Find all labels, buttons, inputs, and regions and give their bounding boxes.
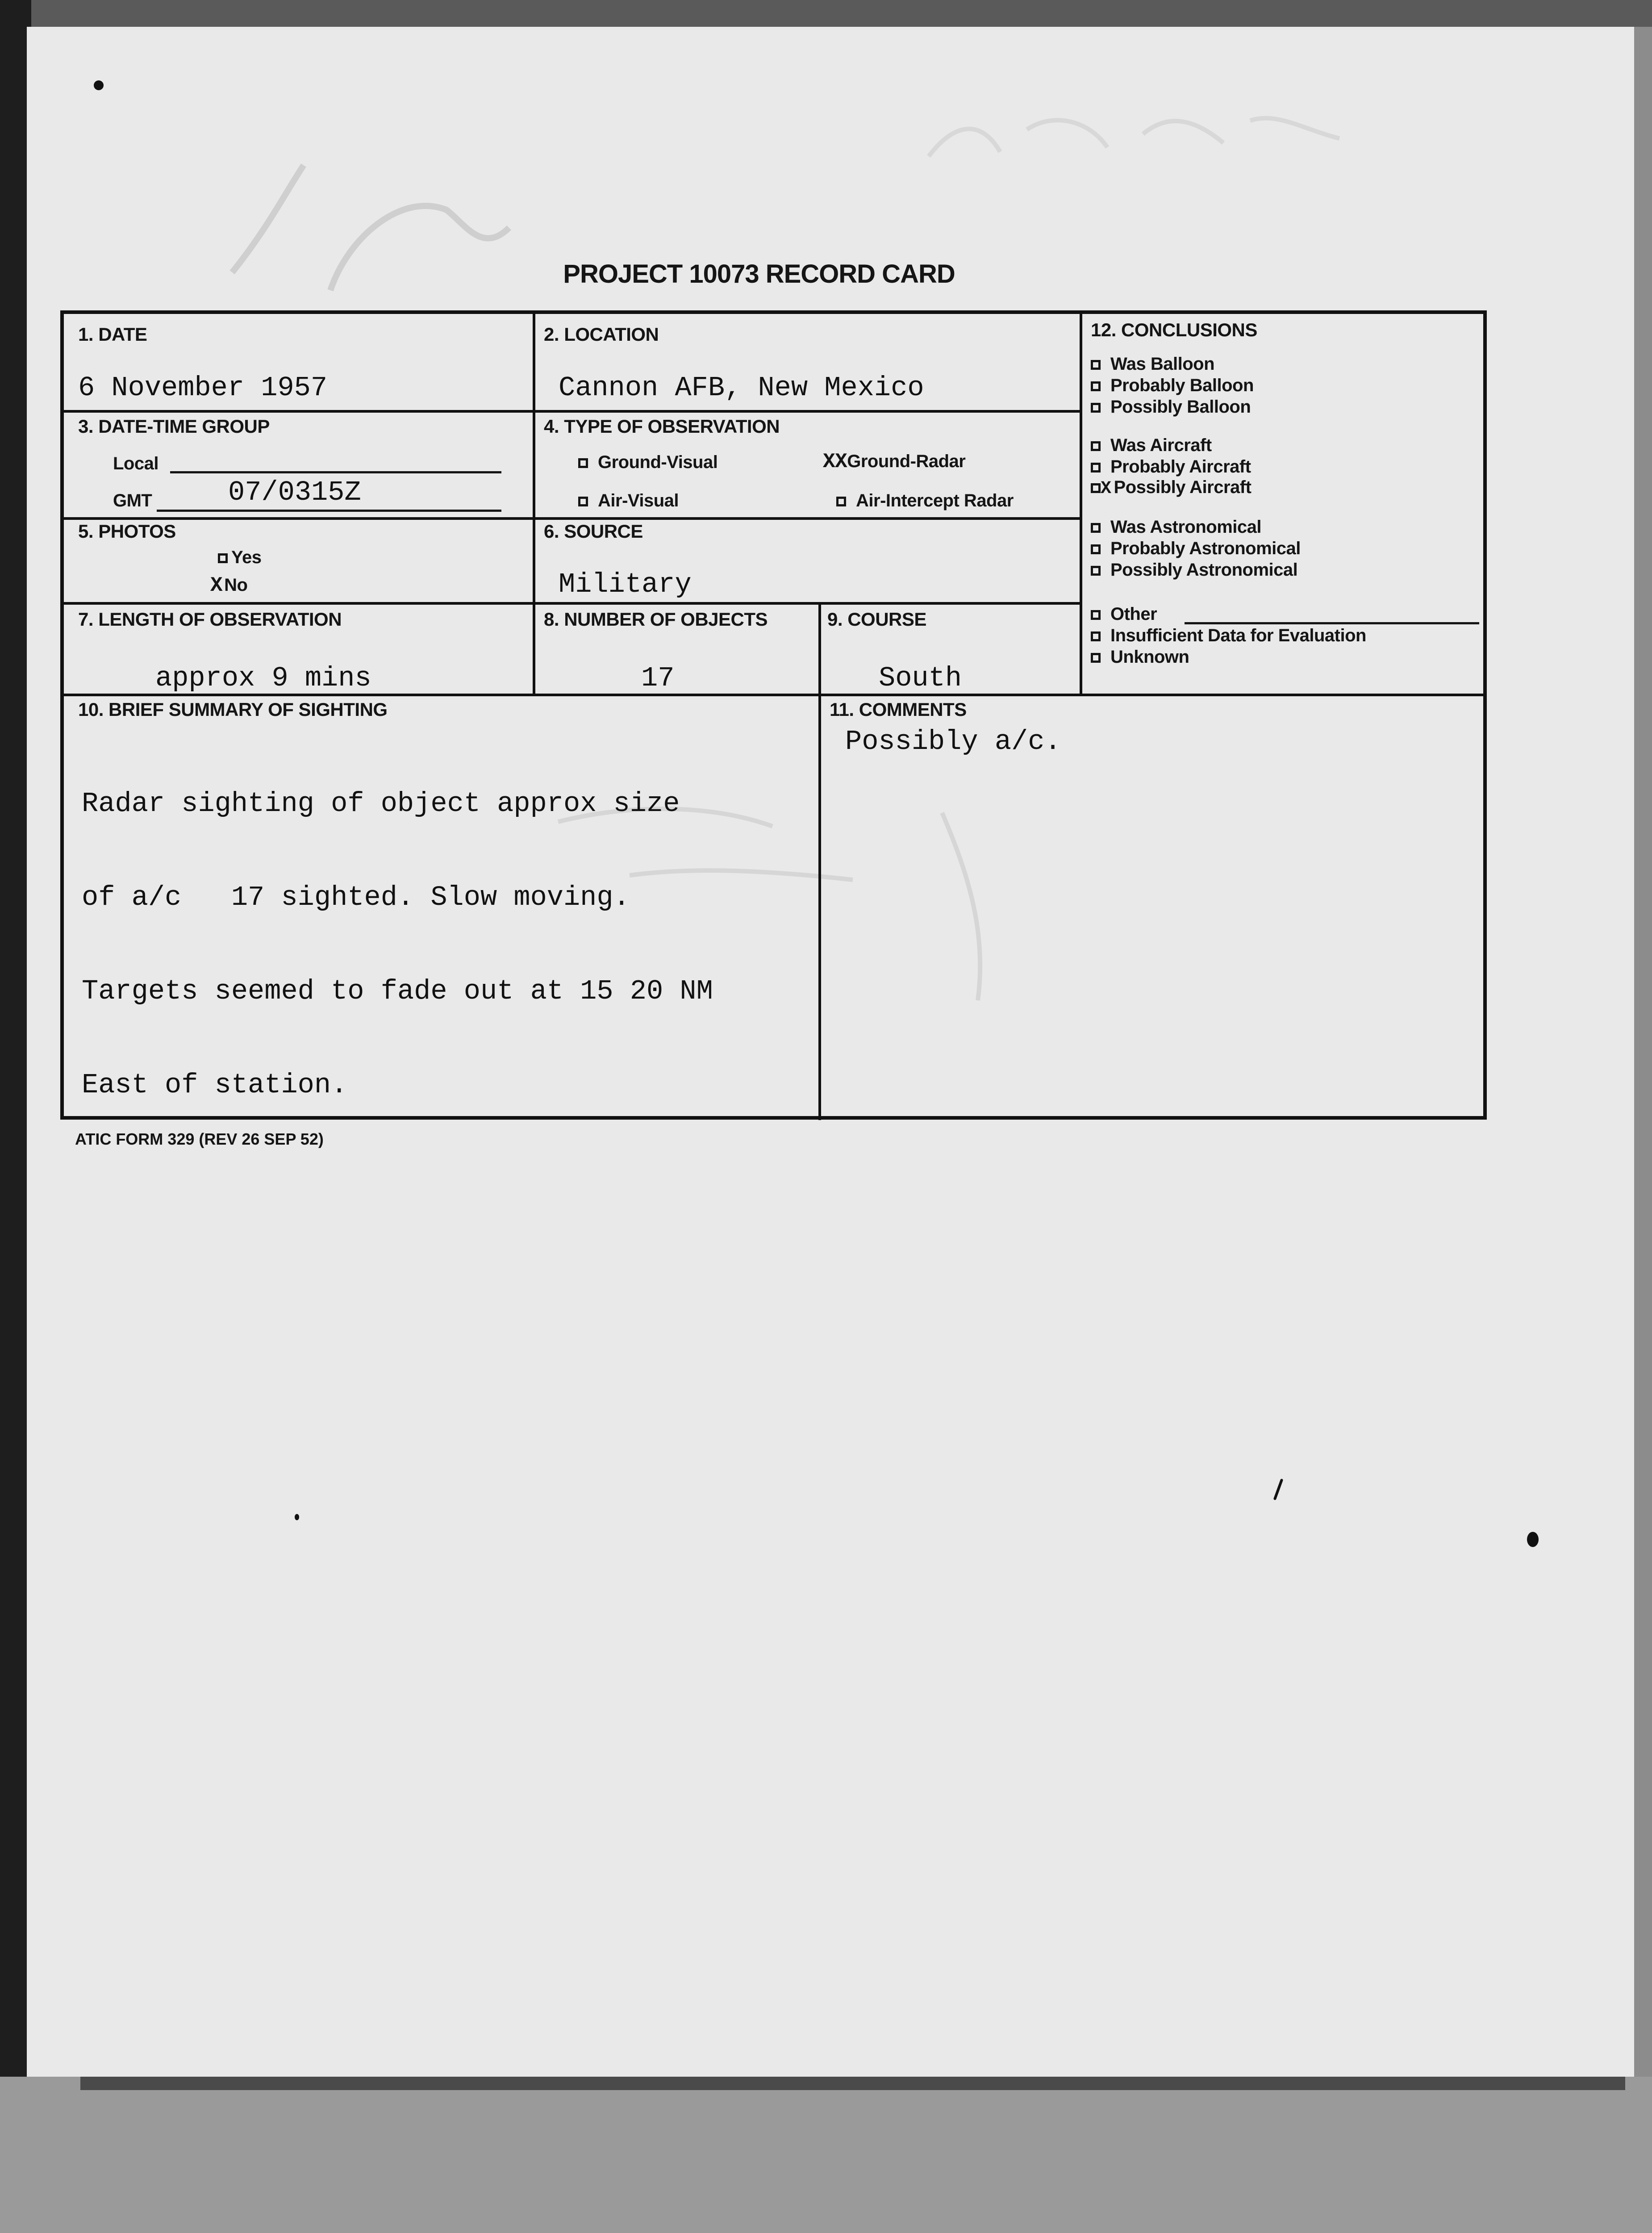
speck-mark — [295, 1514, 299, 1520]
conclusion-other: Other — [1091, 604, 1157, 624]
checkbox-probably-astronomical — [1091, 544, 1101, 554]
divider-conclusions — [1080, 314, 1082, 694]
checkbox-ground-radar-checked: XX — [823, 450, 847, 473]
gmt-underline — [157, 510, 501, 512]
checkbox-was-balloon — [1091, 360, 1101, 370]
option-ground-radar: XXGround-Radar — [823, 450, 966, 473]
summary-label: 10. BRIEF SUMMARY OF SIGHTING — [78, 699, 388, 720]
number-of-objects-value: 17 — [641, 662, 675, 694]
option-air-intercept-radar: Air-Intercept Radar — [836, 491, 1014, 511]
course-value: South — [879, 662, 962, 694]
option-ground-visual: Ground-Visual — [578, 452, 718, 473]
conclusions-label: 12. CONCLUSIONS — [1091, 319, 1257, 340]
form-footer: ATIC FORM 329 (REV 26 SEP 52) — [75, 1130, 324, 1148]
course-label: 9. COURSE — [827, 609, 926, 630]
source-value: Military — [559, 569, 692, 600]
summary-line: East of station. — [82, 1069, 348, 1101]
source-label: 6. SOURCE — [544, 521, 643, 542]
summary-line: of a/c 17 sighted. Slow moving. — [82, 882, 630, 913]
film-top-edge — [0, 0, 1652, 27]
divider-row2 — [64, 517, 1080, 520]
type-of-observation-label: 4. TYPE OF OBSERVATION — [544, 416, 780, 437]
conclusion-probably-aircraft: Probably Aircraft — [1091, 457, 1251, 477]
divider-row3 — [64, 602, 1080, 605]
checkbox-probably-balloon — [1091, 381, 1101, 391]
gmt-label: GMT — [113, 491, 152, 510]
option-photos-yes: Yes — [218, 548, 261, 568]
date-label: 1. DATE — [78, 324, 147, 345]
option-photos-no: X No — [210, 574, 248, 597]
conclusion-possibly-aircraft: X Possibly Aircraft — [1091, 477, 1251, 499]
checkbox-was-astronomical — [1091, 523, 1101, 533]
divider-col1 — [533, 314, 535, 694]
record-card-title: PROJECT 10073 RECORD CARD — [563, 259, 955, 289]
checkbox-was-aircraft — [1091, 441, 1101, 451]
number-of-objects-label: 8. NUMBER OF OBJECTS — [544, 609, 768, 630]
checkbox-other — [1091, 610, 1101, 620]
checkbox-possibly-astronomical — [1091, 566, 1101, 576]
checkbox-possibly-aircraft — [1091, 483, 1101, 493]
summary-line: Radar sighting of object approx size — [82, 788, 680, 820]
conclusion-probably-balloon: Probably Balloon — [1091, 376, 1254, 396]
conclusion-probably-astronomical: Probably Astronomical — [1091, 539, 1301, 559]
checkbox-possibly-aircraft-checked: X — [1101, 479, 1111, 499]
speck-mark — [1527, 1532, 1539, 1547]
record-card — [60, 310, 1487, 1120]
checkbox-air-visual — [578, 497, 588, 506]
conclusion-insufficient-data: Insufficient Data for Evaluation — [1091, 626, 1366, 646]
photos-label: 5. PHOTOS — [78, 521, 176, 542]
divider-col2 — [818, 602, 821, 1120]
conclusion-was-balloon: Was Balloon — [1091, 354, 1214, 374]
length-of-observation-label: 7. LENGTH OF OBSERVATION — [78, 609, 342, 630]
checkbox-possibly-balloon — [1091, 403, 1101, 413]
local-underline — [170, 471, 501, 473]
comments-value: Possibly a/c. — [845, 726, 1061, 757]
local-label: Local — [113, 454, 159, 473]
gmt-value: 07/0315Z — [228, 477, 361, 508]
date-time-group-label: 3. DATE-TIME GROUP — [78, 416, 270, 437]
checkbox-ground-visual — [578, 458, 588, 468]
divider-row1 — [64, 410, 1080, 413]
conclusion-possibly-balloon: Possibly Balloon — [1091, 397, 1251, 417]
film-bottom-area — [0, 2077, 1652, 2233]
conclusion-was-astronomical: Was Astronomical — [1091, 517, 1261, 537]
comments-label: 11. COMMENTS — [830, 699, 967, 720]
checkbox-air-intercept-radar — [836, 497, 846, 506]
faint-handwriting-mark — [920, 94, 1366, 183]
faint-signature-mark — [214, 138, 536, 326]
conclusion-unknown: Unknown — [1091, 647, 1189, 667]
checkbox-probably-aircraft — [1091, 463, 1101, 473]
summary-text — [82, 726, 713, 1163]
summary-line: Targets seemed to fade out at 15 20 NM — [82, 975, 713, 1007]
checkbox-photos-no-checked: X — [210, 574, 223, 597]
checkbox-unknown — [1091, 653, 1101, 663]
speck-mark — [94, 80, 104, 90]
checkbox-photos-yes — [218, 553, 228, 563]
checkbox-insufficient-data — [1091, 631, 1101, 641]
conclusion-possibly-astronomical: Possibly Astronomical — [1091, 560, 1297, 580]
location-label: 2. LOCATION — [544, 324, 659, 345]
length-of-observation-value: approx 9 mins — [155, 662, 371, 694]
speck-mark — [1273, 1478, 1284, 1500]
option-air-visual: Air-Visual — [578, 491, 679, 511]
location-value: Cannon AFB, New Mexico — [559, 372, 924, 404]
conclusion-was-aircraft: Was Aircraft — [1091, 435, 1212, 456]
date-value: 6 November 1957 — [78, 372, 328, 404]
other-underline — [1185, 622, 1479, 624]
